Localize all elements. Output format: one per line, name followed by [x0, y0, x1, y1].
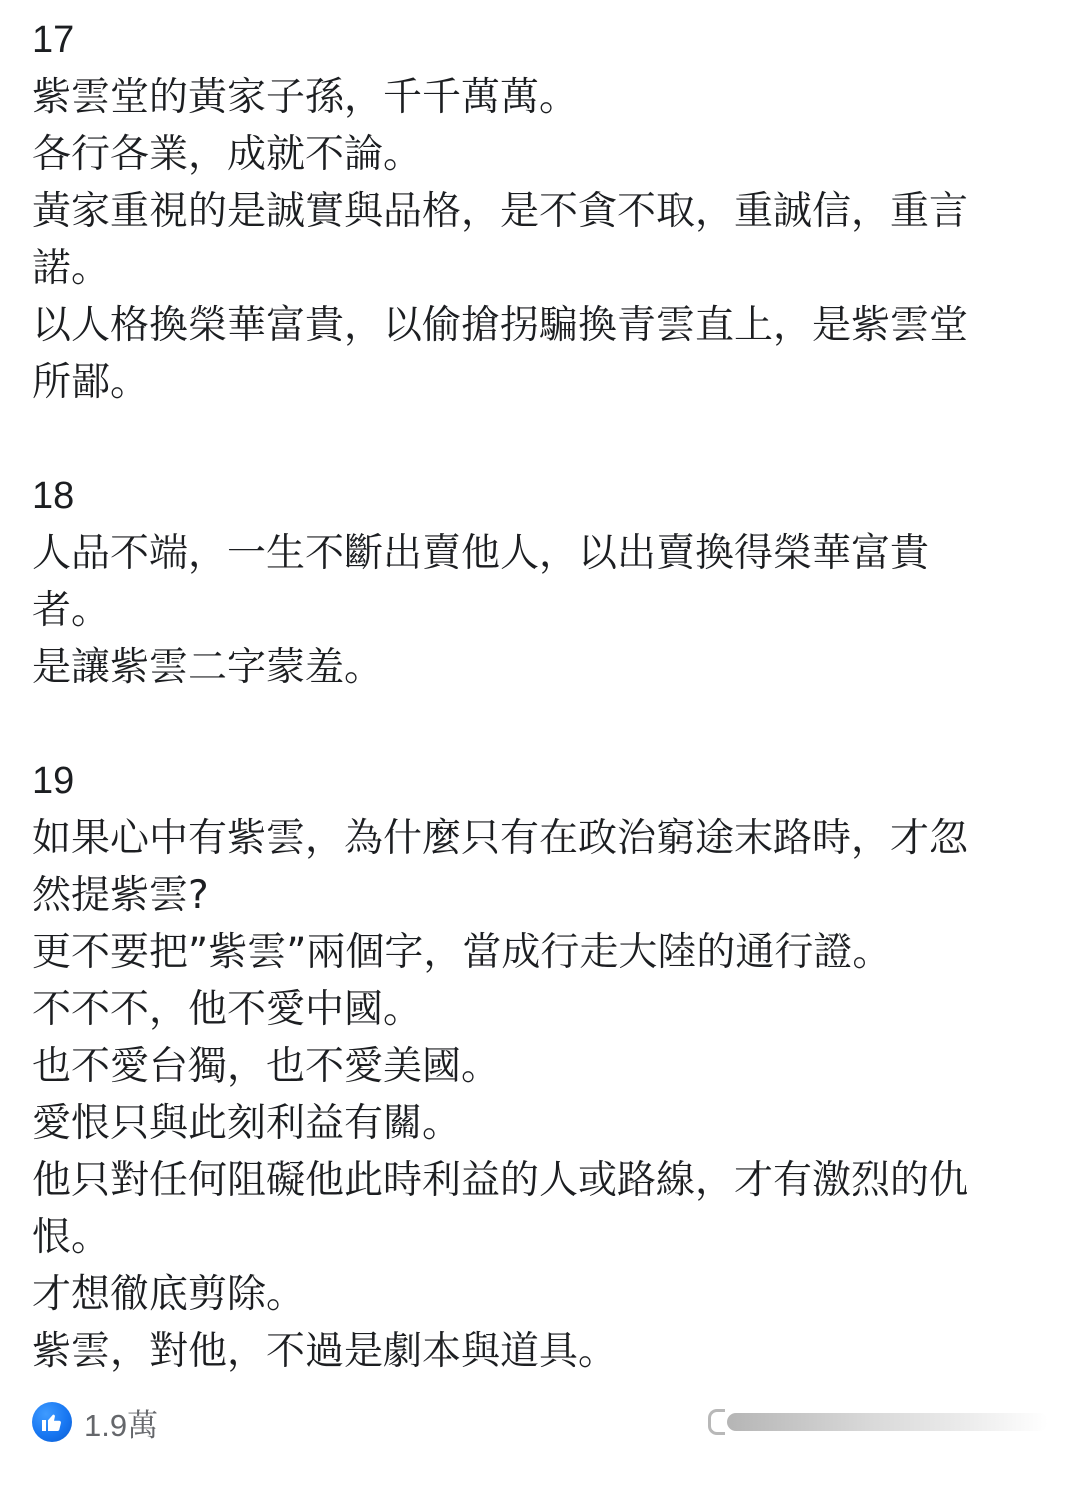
post-line: 黃家重視的是誠實與品格，是不貪不取，重誠信，重言: [32, 189, 969, 234]
post-line: 紫雲堂的黃家子孫，千千萬萬。: [32, 75, 579, 120]
post-line: 以人格換榮華富貴，以偷搶拐騙換青雲直上，是紫雲堂: [32, 303, 969, 348]
paragraph-gap: [32, 411, 1042, 468]
blurred-glyph: [708, 1409, 725, 1435]
post-line: 也不愛台獨，也不愛美國。: [32, 1044, 501, 1089]
post-body: [32, 12, 1042, 1380]
post-line: 然提紫雲?: [32, 873, 209, 918]
post-line: 愛恨只與此刻利益有關。: [32, 1101, 462, 1146]
post-line: 諾。: [32, 246, 111, 291]
thumbs-up-icon[interactable]: [32, 1402, 72, 1442]
post-line: 各行各業，成就不論。: [32, 132, 423, 177]
post-line: 紫雲，對他，不過是劇本與道具。: [32, 1329, 618, 1374]
post-line: 才想徹底剪除。: [32, 1272, 306, 1317]
post-line: 他只對任何阻礙他此時利益的人或路線，才有激烈的仇: [32, 1158, 969, 1203]
post-line: 如果心中有紫雲，為什麼只有在政治窮途末路時，才忽: [32, 816, 969, 861]
section-17: [32, 12, 1042, 411]
post-line: 不不不，他不愛中國。: [32, 987, 423, 1032]
section-number: 17: [32, 19, 75, 61]
blurred-bar: [727, 1413, 1048, 1431]
blurred-meta-text: [708, 1410, 1048, 1434]
post-line: 是讓紫雲二字蒙羞。: [32, 645, 384, 690]
post-line: 更不要把”紫雲”兩個字，當成行走大陸的通行證。: [32, 930, 892, 975]
thumbs-up-glyph: [40, 1410, 64, 1434]
section-number: 18: [32, 475, 75, 517]
post-line: 者。: [32, 588, 111, 633]
post-line: 所鄙。: [32, 360, 150, 405]
section-18: [32, 468, 1042, 696]
section-number: 19: [32, 760, 75, 802]
reaction-count[interactable]: 1.9萬: [84, 1407, 159, 1443]
paragraph-gap: [32, 696, 1042, 753]
reaction-bar: [32, 1398, 1048, 1446]
post-line: 人品不端，一生不斷出賣他人，以出賣換得榮華富貴: [32, 531, 930, 576]
section-19: [32, 753, 1042, 1380]
post-line: 恨。: [32, 1215, 111, 1260]
